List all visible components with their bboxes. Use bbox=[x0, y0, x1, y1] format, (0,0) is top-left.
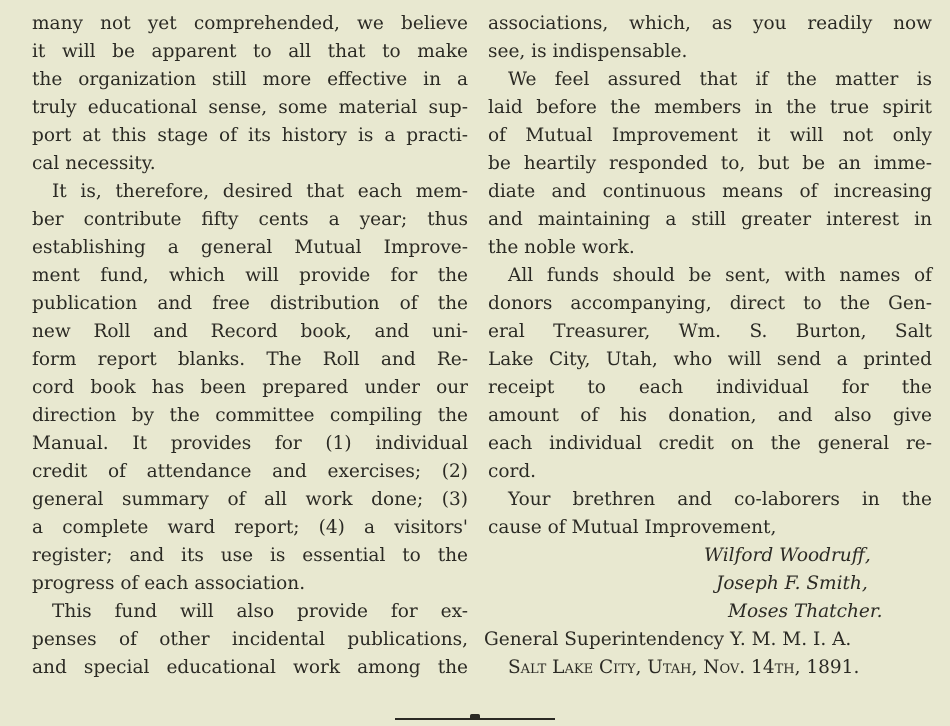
text-line: each individual credit on the general re- bbox=[488, 433, 932, 454]
text-line: register; and its use is essential to the bbox=[32, 545, 468, 566]
text-line: diate and continuous means of increasing bbox=[488, 181, 932, 202]
text-line: port at this stage of its history is a practi- bbox=[32, 125, 468, 146]
text-line: publication and free distribution of the bbox=[32, 293, 468, 314]
text-line: of Mutual Improvement it will not only bbox=[488, 125, 932, 146]
text-line: receipt to each individual for the bbox=[488, 377, 932, 398]
text-line: the noble work. bbox=[488, 237, 635, 258]
text-line: penses of other incidental publications, bbox=[32, 629, 468, 650]
text-line: ber contribute fifty cents a year; thus bbox=[32, 209, 468, 230]
signature-thatcher: Moses Thatcher. bbox=[728, 601, 883, 622]
text-line: and maintaining a still greater interest in bbox=[488, 209, 932, 230]
text-line: donors accompanying, direct to the Gen- bbox=[488, 293, 932, 314]
text-line: associations, which, as you readily now bbox=[488, 13, 932, 34]
text-line: cal necessity. bbox=[32, 153, 156, 174]
text-line: Manual. It provides for (1) individual bbox=[32, 433, 468, 454]
text-line: see, is indispensable. bbox=[488, 41, 688, 62]
text-line: general summary of all work done; (3) bbox=[32, 489, 468, 510]
place-date-line: Salt Lake City, Utah, Nov. 14th, 1891. bbox=[508, 657, 860, 678]
text-line: laid before the members in the true spirit bbox=[488, 97, 932, 118]
text-line: cause of Mutual Improvement, bbox=[488, 517, 777, 538]
text-line: progress of each association. bbox=[32, 573, 306, 594]
text-line: a complete ward report; (4) a visitors' bbox=[32, 517, 468, 538]
signature-woodruff: Wilford Woodruff, bbox=[704, 545, 871, 566]
text-line: it will be apparent to all that to make bbox=[32, 41, 468, 62]
text-line: credit of attendance and exercises; (2) bbox=[32, 461, 468, 482]
divider-ornament bbox=[470, 714, 480, 718]
text-line: direction by the committee compiling the bbox=[32, 405, 468, 426]
paragraph-first-line: We feel assured that if the matter is bbox=[508, 69, 932, 90]
text-line: establishing a general Mutual Improve- bbox=[32, 237, 468, 258]
text-line: cord book has been prepared under our bbox=[32, 377, 468, 398]
text-line: cord. bbox=[488, 461, 537, 482]
text-line: new Roll and Record book, and uni- bbox=[32, 321, 468, 342]
text-line: truly educational sense, some material sup- bbox=[32, 97, 468, 118]
paragraph-first-line: All funds should be sent, with names of bbox=[508, 265, 932, 286]
signature-smith: Joseph F. Smith, bbox=[716, 573, 868, 594]
text-line: eral Treasurer, Wm. S. Burton, Salt bbox=[488, 321, 932, 342]
paragraph-first-line: It is, therefore, desired that each mem- bbox=[52, 181, 468, 202]
section-divider bbox=[395, 718, 555, 720]
text-line: be heartily responded to, but be an imme- bbox=[488, 153, 932, 174]
text-line: the organization still more effective in a bbox=[32, 69, 468, 90]
paragraph-first-line: This fund will also provide for ex- bbox=[52, 601, 468, 622]
text-line: ment fund, which will provide for the bbox=[32, 265, 468, 286]
text-line: many not yet comprehended, we believe bbox=[32, 13, 468, 34]
text-line: amount of his donation, and also give bbox=[488, 405, 932, 426]
text-line: Lake City, Utah, who will send a printed bbox=[488, 349, 932, 370]
text-line: and special educational work among the bbox=[32, 657, 468, 678]
office-line: General Superintendency Y. M. M. I. A. bbox=[484, 629, 852, 650]
text-line: form report blanks. The Roll and Re- bbox=[32, 349, 468, 370]
paragraph-first-line: Your brethren and co-laborers in the bbox=[508, 489, 932, 510]
